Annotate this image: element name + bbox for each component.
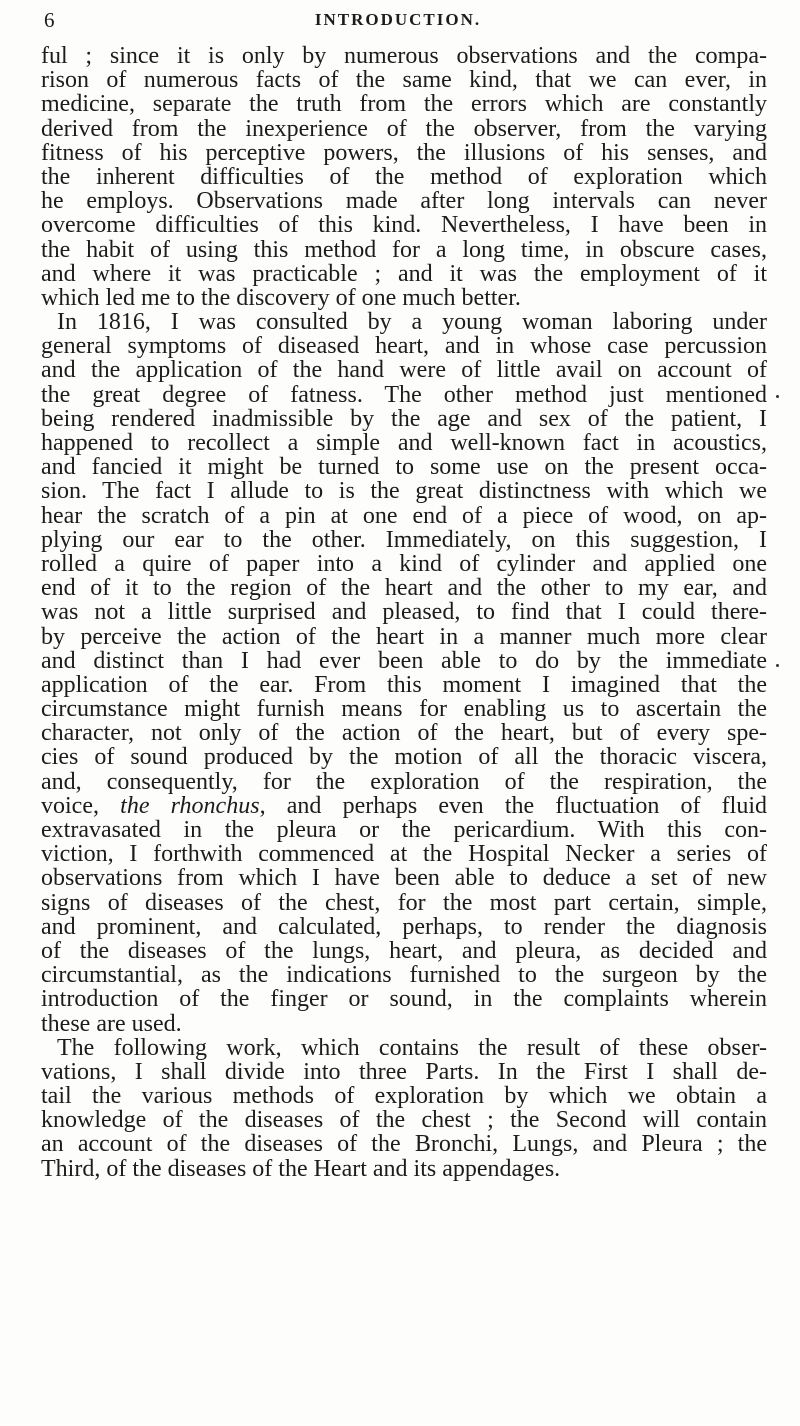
text-line: and, consequently, for the exploration of the respiration, the <box>41 768 767 795</box>
text-line: by perceive the action of the heart in a manner much more clear <box>41 623 767 650</box>
text-line: end of it to the region of the heart and the other to my ear, and <box>41 575 767 602</box>
text-line: cies of sound produced by the motion of all the thoracic viscera, <box>41 744 767 771</box>
text-line: he employs. Observations made after long intervals can never <box>41 188 767 215</box>
page-header <box>40 8 760 34</box>
text-line: and fancied it might be turned to some use on the present occa- <box>41 454 767 481</box>
text-line: being rendered inadmissible by the age and sex of the patient, I <box>41 405 767 432</box>
text-line: rolled a quire of paper into a kind of cylinder and applied one <box>41 550 767 577</box>
text-line: The following work, which contains the result of these obser- <box>57 1034 767 1061</box>
text-line: which led me to the discovery of one much better. <box>41 284 521 311</box>
text-line: character, not only of the action of the heart, but of every spe- <box>41 720 767 747</box>
text-line: viction, I forthwith commenced at the Hospital Necker a series of <box>41 841 767 868</box>
text-line: the inherent difficulties of the method of exploration which <box>41 163 767 190</box>
margin-speck <box>776 664 779 667</box>
text-line: and the application of the hand were of little avail on account of <box>41 357 767 384</box>
margin-speck <box>776 395 779 398</box>
text-line: circumstantial, as the indications furnished to the surgeon by the <box>41 962 767 989</box>
text-line: and where it was practicable ; and it was the employment of it <box>41 260 767 287</box>
text-line: extravasated in the pleura or the pericardium. With this con- <box>41 817 767 843</box>
running-head: INTRODUCTION. <box>314 10 482 29</box>
text-line: vations, I shall divide into three Parts. In the First I shall de- <box>41 1058 767 1085</box>
text-line: tail the various methods of exploration by which we obtain a <box>41 1083 767 1110</box>
text-line: and prominent, and calculated, perhaps, to render the diagnosis <box>41 913 767 940</box>
text-line: these are used. <box>41 1010 182 1037</box>
text-line: rison of numerous facts of the same kind, that we can ever, in <box>41 67 767 94</box>
text-line: introduction of the finger or sound, in the complaints wherein <box>41 986 767 1013</box>
text-line: observations from which I have been able to deduce a set of new <box>41 865 767 892</box>
text-line: was not a little surprised and pleased, to find that I could there- <box>41 599 767 626</box>
text-line: Third, of the diseases of the Heart and its appendages. <box>41 1155 561 1182</box>
text-line: general symptoms of diseased heart, and in whose case percussion <box>41 333 767 360</box>
text-line: voice, the rhonchus, and perhaps even the fluctuation of fluid <box>41 792 768 819</box>
text-line: the habit of using this method for a long time, in obscure cases, <box>41 236 767 263</box>
text-line: overcome difficulties of this kind. Nevertheless, I have been in <box>41 212 767 239</box>
text-line: fitness of his perceptive powers, the illusions of his senses, and <box>41 139 767 166</box>
text-line: happened to recollect a simple and well-known fact in acoustics, <box>41 430 767 456</box>
text-line: circumstance might furnish means for enabling us to ascertain the <box>41 696 767 723</box>
text-line: the great degree of fatness. The other method just mentioned <box>41 381 767 408</box>
text-line: sion. The fact I allude to is the great distinctness with which we <box>41 478 767 505</box>
text-line: medicine, separate the truth from the errors which are constantly <box>41 91 767 118</box>
text-line: of the diseases of the lungs, heart, and pleura, as decided and <box>41 937 767 964</box>
text-line: an account of the diseases of the Bronchi, Lungs, and Pleura ; the <box>41 1131 767 1158</box>
text-line: signs of diseases of the chest, for the most part certain, simple, <box>41 889 767 916</box>
text-line: derived from the inexperience of the observer, from the varying <box>41 115 767 142</box>
text-line: knowledge of the diseases of the chest ; the Second will contain <box>41 1107 767 1134</box>
text-line: application of the ear. From this moment I imagined that the <box>41 671 767 698</box>
text-line: ful ; since it is only by numerous observations and the compa- <box>41 43 767 69</box>
text-line: plying our ear to the other. Immediately, on this suggestion, I <box>41 526 767 553</box>
page-number: 6 <box>44 8 56 32</box>
body-text <box>41 44 767 1181</box>
text-line: and distinct than I had ever been able to do by the immediate <box>41 647 767 674</box>
text-line: hear the scratch of a pin at one end of a piece of wood, on ap- <box>41 502 767 529</box>
text-line: In 1816, I was consulted by a young woman laboring under <box>57 309 767 336</box>
